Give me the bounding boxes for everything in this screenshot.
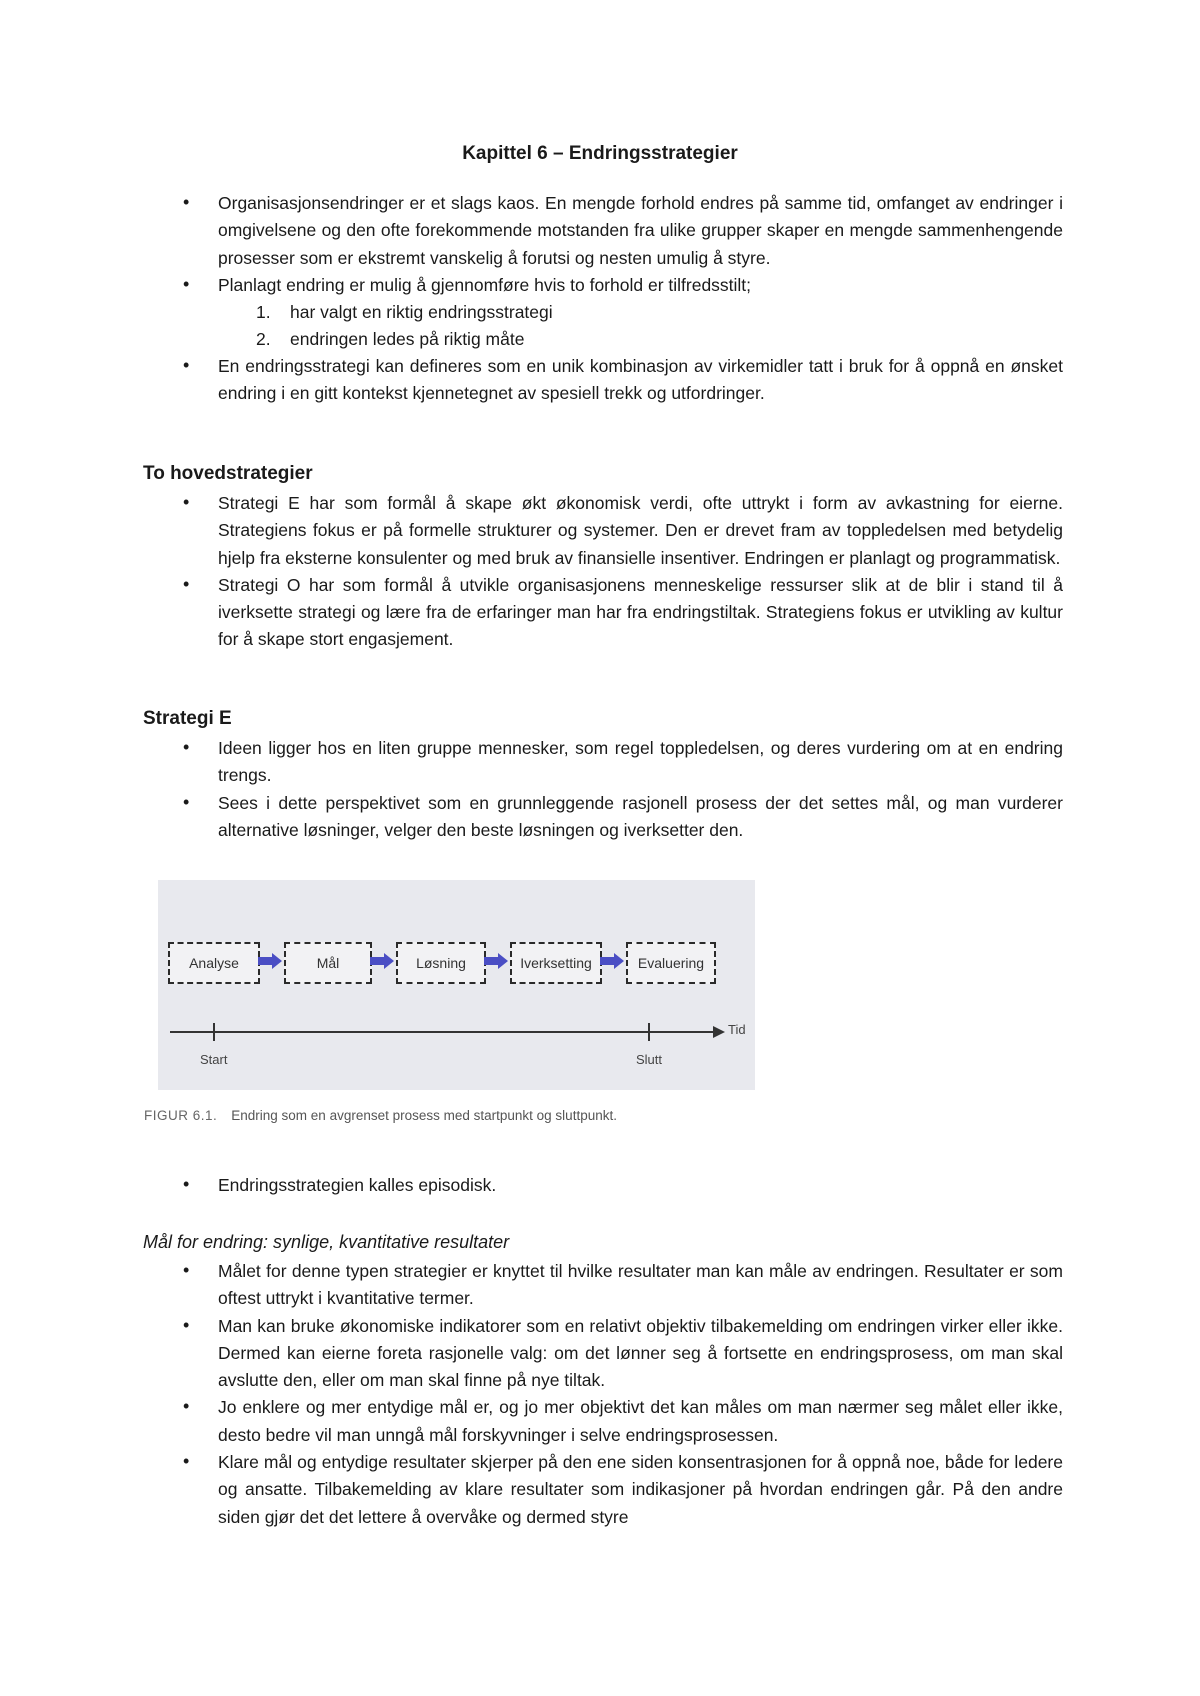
figure-panel [158, 880, 755, 1090]
list-item: • Planlagt endring er mulig å gjennomføre hvis to forhold er tilfredsstilt; [183, 273, 752, 295]
bullet-icon: • [183, 573, 190, 594]
section-heading: To hovedstrategier [143, 463, 313, 484]
arrow-right-icon [484, 953, 508, 969]
bullet-icon: • [183, 1260, 190, 1280]
goals-list [143, 1258, 1063, 1531]
section-heading: Mål for endring: synlige, kvantitative resultater [143, 1232, 510, 1252]
strategy-e-list [143, 735, 1063, 844]
item-text: endringen ledes på riktig måte [290, 329, 525, 350]
time-axis [170, 1031, 715, 1033]
arrow-right-icon [600, 953, 624, 969]
item-text: har valgt en riktig endringsstrategi [290, 302, 553, 323]
arrow-right-icon [370, 953, 394, 969]
list-item: • Ideen ligger hos en liten gruppe mennesker, som regel toppledelsen, og deres vurdering om at en endring trengs. [183, 737, 1063, 786]
axis-arrowhead-icon [713, 1026, 725, 1038]
section-heading: Strategi E [143, 708, 232, 729]
bullet-icon: • [183, 273, 190, 294]
strategies-list [143, 490, 1063, 654]
end-tick [648, 1023, 650, 1041]
bullet-icon: • [183, 192, 190, 212]
episodic-list [143, 1172, 1063, 1199]
figure-caption [144, 1108, 617, 1123]
list-item: • Organisasjonsendringer er et slags kaos. En mengde forhold endres på samme tid, omfanget av endringer i omgivelsene og den ofte forekommende motstanden fra ulike grupper skaper en mengde sammenhengende prosesser som er ekstremt vanskelig å forutsi og nesten umulig å styre. [183, 192, 1063, 268]
list-item: • Sees i dette perspektivet som en grunnleggende rasjonell prosess der det settes mål, og man vurderer alternative løsninger, velger den beste løsningen og iverksetter den. [183, 791, 1063, 840]
axis-label: Tid [728, 1022, 746, 1037]
item-number: 2. [256, 329, 271, 350]
numbered-item [143, 326, 1063, 353]
list-item: • Klare mål og entydige resultater skjerper på den ene siden konsentrasjonen for å oppnå noe, både for ledere og ansatte. Tilbakemelding av klare resultater som indikasjoner på hvordan endringen går. På den andre siden gjør det det lettere å overvåke og dermed styre [183, 1451, 1063, 1527]
list-item: • Målet for denne typen strategier er knyttet til hvilke resultater man kan måle av endringen. Resultater er som oftest uttrykt i kvantitative termer. [183, 1260, 1063, 1309]
intro-list [143, 190, 1063, 408]
start-label: Start [200, 1052, 228, 1067]
list-item: • Strategi O har som formål å utvikle organisasjonens menneskelige ressurser slik at de blir i stand til å iverksette strategi og lære fra de erfaringer man har fra endringstiltak. Strategiens fokus er utvikling av kultur for å skape stort engasjement. [183, 573, 1063, 650]
list-item: • Endringsstrategien kalles episodisk. [183, 1174, 497, 1195]
process-figure [140, 870, 760, 1145]
bullet-icon: • [183, 1314, 190, 1335]
step-box: Løsning [396, 942, 486, 984]
step-box: Evaluering [626, 942, 716, 984]
bullet-icon: • [183, 1174, 190, 1194]
start-tick [213, 1023, 215, 1041]
bullet-icon: • [183, 1396, 190, 1417]
bullet-icon: • [183, 737, 190, 757]
numbered-item [143, 299, 1063, 326]
page-title: Kapittel 6 – Endringsstrategier [462, 143, 738, 164]
list-item: • En endringsstrategi kan defineres som en unik kombinasjon av virkemidler tatt i bruk for å oppnå en ønsket endring i en gitt kontekst kjennetegnet av spesiell trekk og utfordringer. [183, 355, 1063, 404]
bullet-icon: • [183, 791, 190, 812]
list-item: • Strategi E har som formål å skape økt økonomisk verdi, ofte uttrykt i form av avkastning for eierne. Strategiens fokus er på formelle strukturer og systemer. Den er drevet fram av toppledelsen med betydelig hjelp fra eksterne konsulenter og med bruk av finansielle insentiver. Endringen er planlagt og programmatisk. [183, 492, 1063, 568]
bullet-icon: • [183, 492, 190, 512]
caption-text: Endring som en avgrenset prosess med startpunkt og sluttpunkt. [231, 1108, 617, 1123]
bullet-icon: • [183, 1451, 190, 1472]
bullet-icon: • [183, 355, 190, 376]
item-number: 1. [256, 302, 271, 323]
caption-label: FIGUR 6.1. [144, 1108, 218, 1123]
arrow-right-icon [258, 953, 282, 969]
list-item: • Man kan bruke økonomiske indikatorer som en relativt objektiv tilbakemelding om endringen virker eller ikke. Dermed kan eierne foreta rasjonelle valg: om det lønner seg å fortsette en endringsprosess, om man skal avslutte den, eller om man skal finne på nye tiltak. [183, 1314, 1063, 1391]
step-box: Mål [284, 942, 372, 984]
list-item: • Jo enklere og mer entydige mål er, og jo mer objektivt det kan måles om man nærmer seg målet eller ikke, desto bedre vil man unngå mål forskyvninger i selve endringsprosessen. [183, 1396, 1063, 1445]
step-box: Iverksetting [510, 942, 602, 984]
end-label: Slutt [636, 1052, 663, 1067]
step-box: Analyse [168, 942, 260, 984]
